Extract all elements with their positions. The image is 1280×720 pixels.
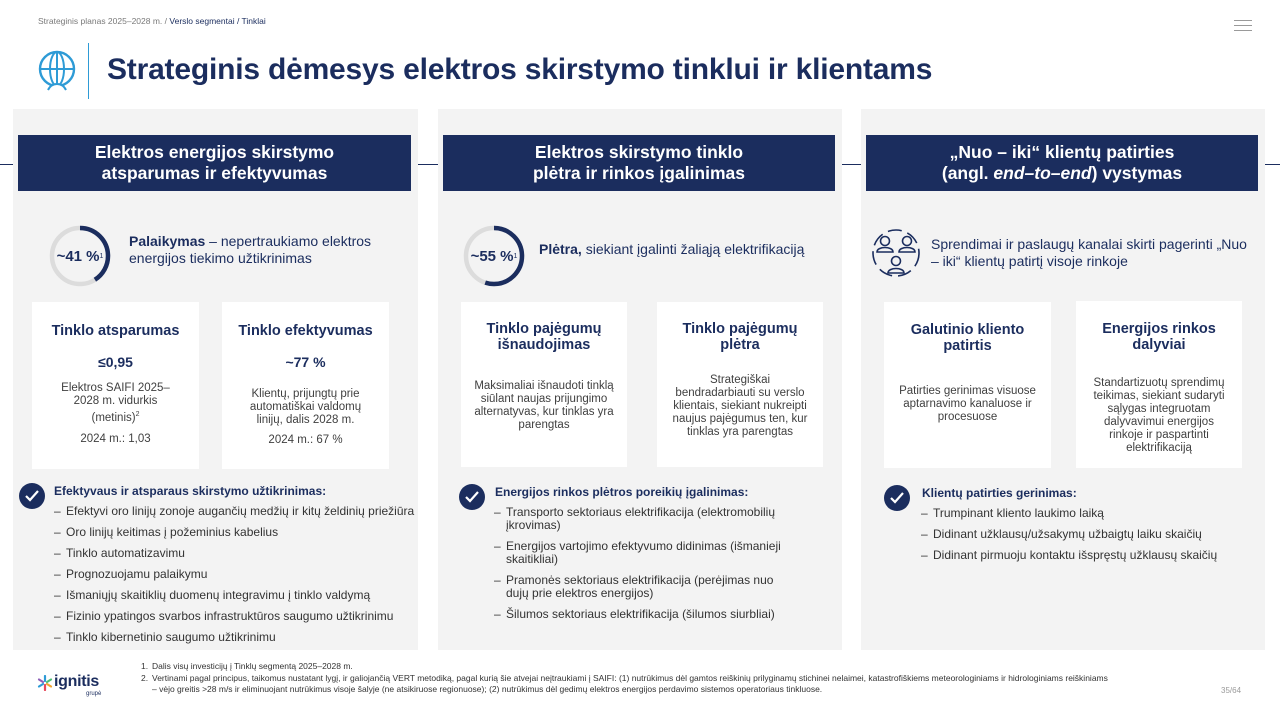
kpi-title: Tinklo efektyvumas (238, 323, 373, 339)
list-item-text: Trumpinant kliento laukimo laiką (933, 506, 1104, 520)
list-item-text: Didinant pirmuoju kontaktu išspręstų užklausų skaičių (933, 548, 1218, 562)
list-item-text: Oro linijų keitimas į požeminius kabelius (66, 525, 279, 539)
list-item: – Transporto sektoriaus elektrifikacija (elektromobilių įkrovimas) (494, 506, 794, 532)
list-item: – Energijos vartojimo efektyvumo didinimas (išmanieji skaitikliai) (494, 540, 794, 566)
globe-leaf-icon (36, 50, 78, 92)
progress-ring (462, 224, 526, 288)
customers-group-icon (870, 227, 922, 279)
list-item-text: Šilumos sektoriaus elektrifikacija (šilumos siurbliai) (506, 607, 775, 621)
ring-value: ~41 % (56, 247, 100, 265)
logo-star-icon (37, 675, 53, 691)
footnote (141, 661, 353, 672)
logo-word: ignitis (54, 673, 100, 690)
list-item: – Didinant pirmuoju kontaktu išspręstų užklausų skaičių (921, 549, 1261, 562)
logo-sub: grupė (86, 691, 102, 697)
kpi-note: 2024 m.: 1,03 (80, 433, 151, 445)
header-emphasis: end–to–end (993, 163, 1092, 183)
list-item-text: Transporto sektoriaus elektrifikacija (elektromobilių įkrovimas) (506, 505, 775, 532)
kpi-card (32, 302, 199, 469)
intro-rest: – nepertraukiamo elektros energijos tiekimo užtikrinimas (129, 233, 372, 266)
list-item: – Tinklo automatizavimu (54, 547, 416, 560)
list-item-text: Energijos vartojimo efektyvumo didinimas (išmanieji skaitikliai) (506, 539, 781, 566)
kpi-title: Tinklo atsparumas (51, 323, 180, 339)
list-title: Energijos rinkos plėtros poreikių įgalinimas: (495, 485, 749, 499)
list-item-text: Fizinio ypatingos svarbos infrastruktūros saugumo užtikrinimu (66, 609, 394, 623)
ignitis-logo (37, 672, 117, 700)
column-header-line: Elektros skirstymo tinklo (534, 142, 744, 162)
checkmark-icon (19, 483, 45, 509)
list-item: – Oro linijų keitimas į požeminius kabelius (54, 526, 416, 539)
list-item: – Pramonės sektoriaus elektrifikacija (perėjimas nuo dujų prie elektros energijos) (494, 574, 794, 600)
list-title: Klientų patirties gerinimas: (922, 486, 1077, 500)
column-customer-experience (861, 109, 1265, 650)
header-text: (angl. (941, 163, 994, 183)
intro-rest: siekiant įgalinti žaliąją elektrifikaciją (581, 241, 805, 257)
breadcrumb-current: Verslo segmentai / Tinklai (169, 16, 266, 26)
card-description: Standartizuotų sprendimų teikimas, siekiant sudaryti sąlygas integruotam dalyvavimui energijos rinkoje ir paspartinti elektrifikaciją (1093, 377, 1225, 454)
kpi-description (60, 382, 171, 425)
list-item: – Efektyvi oro linijų zonoje augančių medžių ir kitų želdinių priežiūra (54, 504, 415, 518)
menu-icon[interactable] (1234, 20, 1252, 32)
capability-card (657, 302, 823, 467)
breadcrumb-section[interactable]: Strateginis planas 2025–2028 m. / (38, 16, 168, 26)
footnote-ref: 2 (135, 411, 140, 418)
list-item-text: Didinant užklausų/užsakymų užbaigtų laiku skaičių (933, 527, 1202, 541)
footnote-ref: 1 (99, 252, 104, 260)
kpi-description-text: Elektros SAIFI 2025–2028 m. vidurkis (metinis) (61, 382, 170, 424)
ring-value: ~55 % (470, 247, 514, 265)
column-header-line: plėtra ir rinkos įgalinimas (532, 163, 746, 183)
card-title: Tinklo pajėgumų išnaudojimas (486, 321, 602, 353)
card-description: Patirties gerinimas visuose aptarnavimo kanaluose ir procesuose (899, 385, 1036, 423)
footnote (141, 673, 1108, 694)
card-description: Strategiškai bendradarbiauti su verslo klientais, siekiant nukreipti naujus pajėgumus ten, kur tinklas yra parengtas (672, 374, 808, 438)
footnote-text: Vertinami pagal principus, taikomus nustatant lygį, ir galiojančią VERT metodiką, pagal kurią šie atvejai neįtraukiami į SAIFI: (1) nutrūkimus dėl gamtos reiškinių prilyginamų stichinei nelaimei, katastrofiškiems meteorologiniams ir hidrologiniams reiškiniams (152, 673, 1108, 683)
kpi-note: 2024 m.: 67 % (268, 434, 343, 446)
footnote-text: – vėjo greitis >28 m/s ir eliminuojant nutrūkimus visoje šalyje (ne atsikiruose regionuose); (2) nutrūkimus dėl gedimų elektros energijos perdavimo sistemos operatoriaus tinkluose. (152, 683, 823, 694)
kpi-description: Klientų, prijungtų prie automatiškai valdomų linijų, dalis 2028 m. (249, 388, 362, 426)
checkmark-icon (884, 485, 910, 511)
list-item: – Šilumos sektoriaus elektrifikacija (šilumos siurbliai) (494, 608, 794, 621)
column-header-line: „Nuo – iki“ klientų patirties (949, 142, 1175, 162)
column-grid-development (438, 109, 842, 650)
column-header-line: atsparumas ir efektyvumas (101, 163, 328, 183)
column-resilience (13, 109, 418, 650)
column-header (18, 135, 411, 191)
intro-bold: Palaikymas (129, 233, 206, 249)
intro-bold: Plėtra, (539, 241, 582, 257)
intro-text: Sprendimai ir paslaugų kanalai skirti pagerinti „Nuo – iki“ klientų patirtį visoje rinkoje (931, 236, 1247, 269)
list-item-text: Pramonės sektoriaus elektrifikacija (perėjimas nuo dujų prie elektros energijos) (506, 573, 774, 600)
column-header (866, 135, 1258, 191)
list-item: – Tinklo kibernetinio saugumo užtikrinimu (54, 631, 416, 644)
checkmark-icon (459, 484, 485, 510)
intro-text (539, 241, 835, 258)
footnote-text: Dalis visų investicijų į Tinklų segmentą 2025–2028 m. (152, 661, 353, 671)
column-header-line: Elektros energijos skirstymo (94, 142, 335, 162)
kpi-value: ~77 % (285, 354, 326, 370)
card-title: Galutinio kliento patirtis (910, 322, 1025, 354)
kpi-card (222, 302, 389, 469)
list-item-text: Prognozuojamu palaikymu (66, 567, 208, 581)
list-item-text: Išmaniųjų skaitiklių duomenų integravimu į tinklo valdymą (66, 588, 371, 602)
list-item-text: Tinklo automatizavimu (66, 546, 185, 560)
footnote-number: 2. (141, 673, 149, 683)
card-title: Energijos rinkos dalyviai (1102, 321, 1216, 353)
list-item: – Trumpinant kliento laukimo laiką (921, 507, 1261, 520)
capability-card (884, 302, 1051, 468)
list-title: Efektyvaus ir atsparaus skirstymo užtikrinimas: (54, 484, 327, 498)
column-header-line (942, 163, 1182, 184)
list-item: – Prognozuojamu palaikymu (54, 568, 416, 581)
capability-card (1076, 301, 1242, 468)
intro-text (129, 233, 411, 267)
list-item-text: Tinklo kibernetinio saugumo užtikrinimu (66, 630, 276, 644)
card-title: Tinklo pajėgumų plėtra (682, 321, 798, 353)
page-number: 35/64 (1221, 686, 1242, 695)
page-title: Strateginis dėmesys elektros skirstymo tinklui ir klientams (107, 53, 933, 86)
column-header (443, 135, 835, 191)
kpi-value: ≤0,95 (98, 354, 133, 370)
title-separator (88, 43, 89, 99)
footnote-ref: 1 (513, 252, 518, 260)
list-item: – Išmaniųjų skaitiklių duomenų integravimu į tinklo valdymą (54, 589, 416, 602)
list-item: – Fizinio ypatingos svarbos infrastruktūros saugumo užtikrinimu (54, 610, 416, 623)
progress-ring (48, 224, 112, 288)
list-item: – Didinant užklausų/užsakymų užbaigtų laiku skaičių (921, 528, 1261, 541)
breadcrumb (38, 16, 266, 26)
footnote-number: 1. (141, 661, 149, 671)
capability-card (461, 302, 627, 467)
list-item-text: Efektyvi oro linijų zonoje augančių medžių ir kitų želdinių priežiūra (66, 504, 415, 518)
header-text: ) vystymas (1091, 163, 1183, 183)
card-description: Maksimaliai išnaudoti tinklą siūlant naujas prijungimo alternatyvas, kur tinklas yra parengtas (474, 380, 614, 431)
